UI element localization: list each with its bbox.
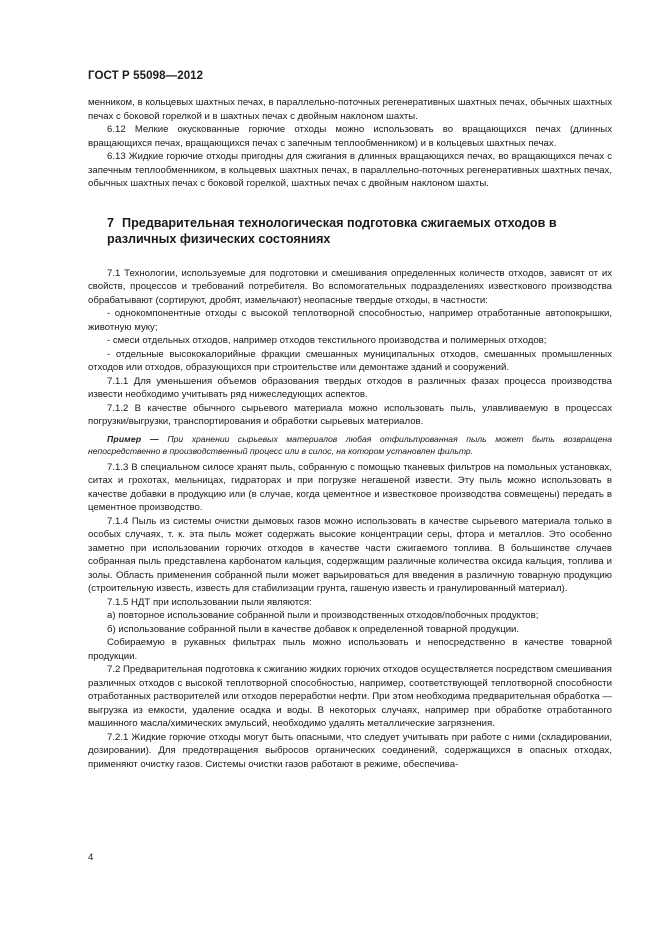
section-number: 7 xyxy=(107,215,115,230)
paragraph: 7.1.1 Для уменьшения объемов образования твердых отходов в различных фазах процесса производства извести необходимо учитывать ряд нижеследующих аспектов. xyxy=(88,375,612,400)
paragraph: 7.1.5 НДТ при использовании пыли являются: xyxy=(107,596,312,608)
paragraph: 6.13 Жидкие горючие отходы пригодны для сжигания в длинных вращающихся печах, во вращающихся печах с запечным теплообменником, в кольцевых шахтных печах, в параллельно-поточных регенеративных шахтных печах, обычных шахтных печах с боковой горелкой, шахтных печах с двойным наклоном шахты. xyxy=(88,151,612,189)
list-item: - однокомпонентные отходы с высокой теплотворной способностью, например отработанные автопокрышки, животную муку; xyxy=(88,308,612,333)
document-header: ГОСТ Р 55098—2012 xyxy=(88,70,204,82)
example-text: При хранении сырьевых материалов любая отфильтрованная пыль может быть возвращена непосредственно в производственный процесс или в силос, на котором установлен фильтр. xyxy=(88,433,612,456)
list-item: - отдельные высококалорийные фракции смешанных муниципальных отходов, смешанных промышленных отходов или отходов, образующихся при строительстве или демонтаже зданий и сооружений. xyxy=(88,348,612,373)
example-lead: Пример — xyxy=(107,433,159,444)
paragraph: 7.2 Предварительная подготовка к сжиганию жидких горючих отходов осуществляется посредством смешивания различных отходов с высокой теплотворной способностью, например, соответствующей теплотворной способности отработанных растворителей или отходов переработки нефти. При этом необходима предварительная обработка — выгрузка из емкости, удаление осадка и воды. В некоторых случаях, например при обработке отработанного машинного масла/химических эмульсий, необходимо удалять металлические загрязнения. xyxy=(88,664,612,729)
paragraph: Собираемую в рукавных фильтрах пыль можно использовать и непосредственно в качестве товарной продукции. xyxy=(88,637,612,662)
page-number: 4 xyxy=(88,852,94,863)
list-item: б) использование собранной пыли в качестве добавок к определенной товарной продукции. xyxy=(107,623,520,635)
list-item: - смеси отдельных отходов, например отходов текстильного производства и полимерных отходов; xyxy=(107,335,547,346)
paragraph: 7.1.4 Пыль из системы очистки дымовых газов можно использовать в качестве сырьевого материала только в особых случаях, т. к. эта пыль может содержать высокие концентрации серы, фтора и металлов. Это особенно заметно при использовании горючих отходов в качестве части сжигаемого топлива. В большинстве случаев собранная пыль представлена карбонатом кальция, содержащим различные количества оксида кальция, топлива и золы. Область применения собранной пыли может варьироваться для введения в различную товарную продукцию (строительную известь, известь для стабилизации грунта, гашеную известь и гранулированный материал). xyxy=(88,515,612,594)
section-title: Предварительная технологическая подготовка сжигаемых отходов в различных физических состояниях xyxy=(107,215,557,246)
paragraph: менником, в кольцевых шахтных печах, в параллельно-поточных регенеративных шахтных печах, обычных шахтных печах с боковой горелкой и в шахтных печах с двойным наклоном шахты. xyxy=(88,97,612,122)
paragraph: 7.1 Технологии, используемые для подготовки и смешивания определенных количеств отходов, зависят от их свойств, процессов и требований потребителя. Во вспомогательных подразделениях известкового производства обрабатывают (сортируют, дробят, измельчают) неопасные твердые отходы, в частности: xyxy=(88,267,612,306)
document-body xyxy=(88,96,612,771)
section-heading xyxy=(88,215,612,247)
paragraph: 7.1.3 В специальном силосе хранят пыль, собранную с помощью тканевых фильтров на помольных установках, ситах и грохотах, мельницах, гидраторах и при погрузке негашеной извести. Эту пыль можно использовать в качестве добавки в продукцию или (в случае, когда цементное и известковое производства совмещены) передать в цементное производство. xyxy=(88,461,612,513)
example-note xyxy=(88,433,612,457)
paragraph: 6.12 Мелкие окускованные горючие отходы можно использовать во вращающихся печах (длинных вращающихся печах, вращающихся печах с запечным теплообменником) и в кольцевых шахтных печах. xyxy=(88,124,612,149)
list-item: а) повторное использование собранной пыли и производственных отходов/побочных продуктов; xyxy=(107,610,539,621)
paragraph: 7.2.1 Жидкие горючие отходы могут быть опасными, что следует учитывать при работе с ними (складировании, дозировании). Для предотвращения выбросов органических соединений, содержащихся в опасных отходах, применяют очистку газов. Системы очистки газов работают в режиме, обеспечива- xyxy=(88,731,612,770)
paragraph: 7.1.2 В качестве обычного сырьевого материала можно использовать пыль, улавливаемую в процессах погрузки/выгрузки, транспортирования и обработки сырьевых материалов. xyxy=(88,402,612,427)
